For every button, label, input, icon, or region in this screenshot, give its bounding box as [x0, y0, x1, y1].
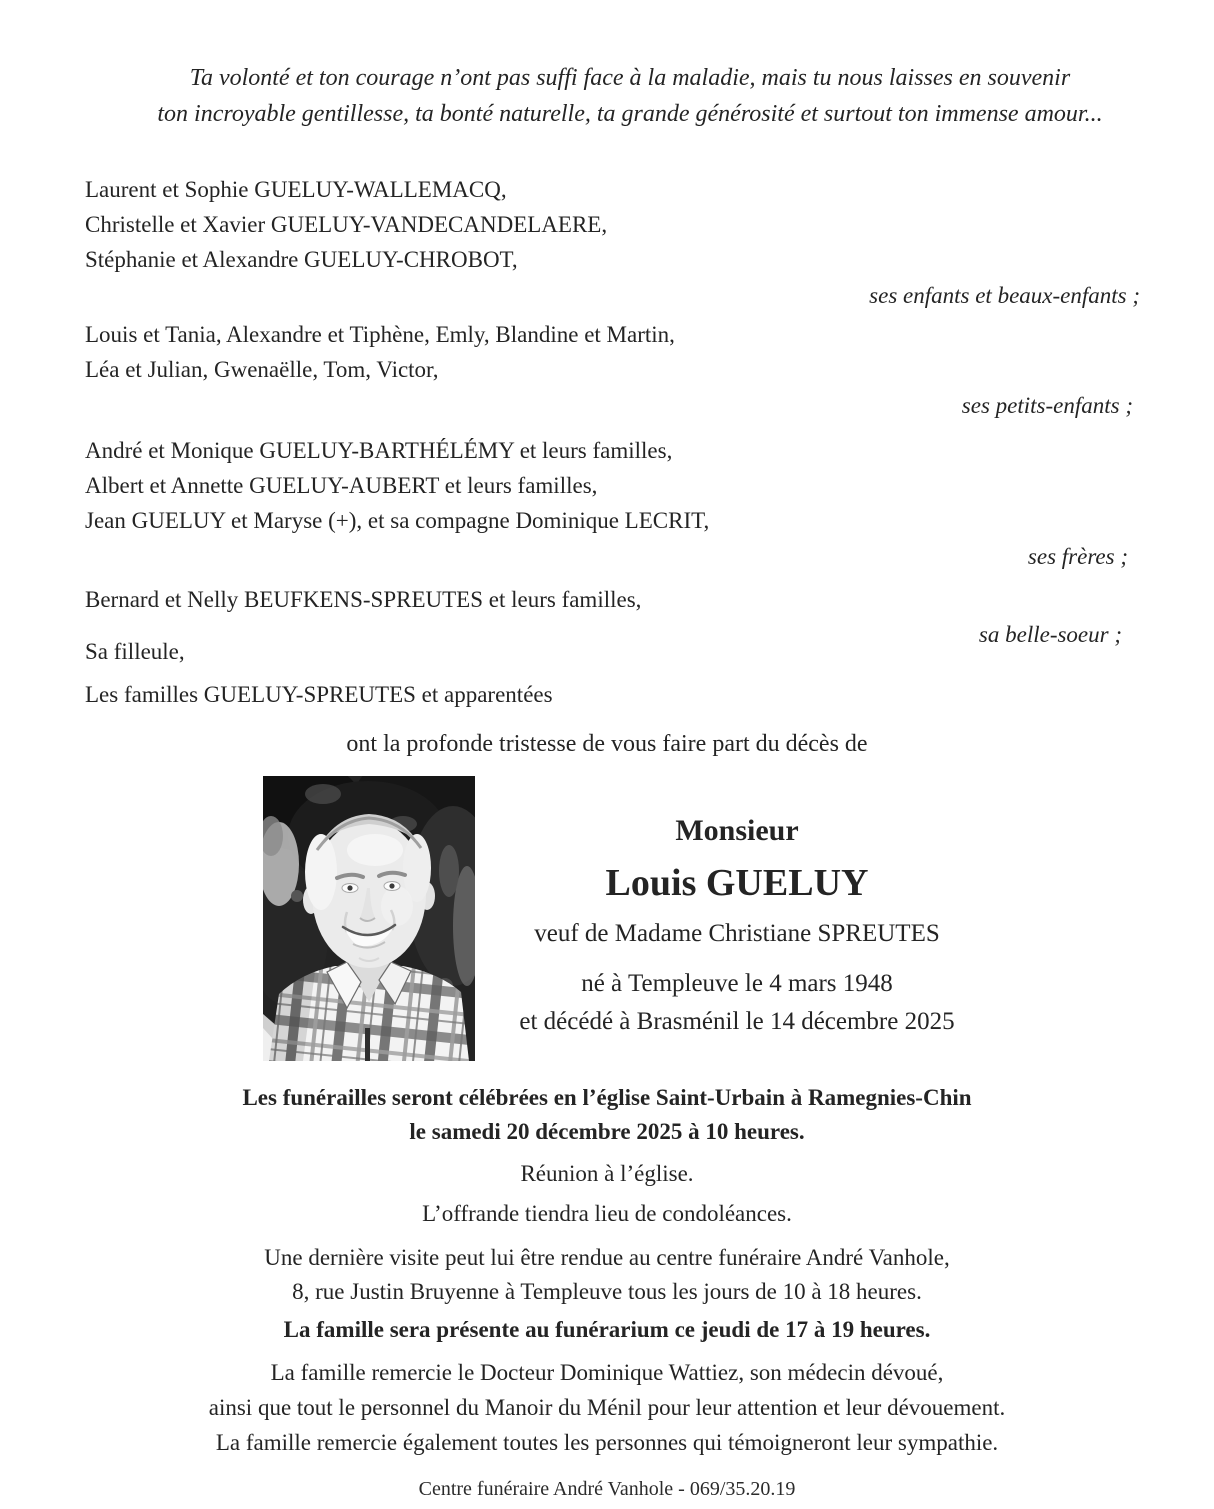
relation-label-brothers: ses frères ; — [1027, 544, 1128, 569]
goddaughter-line: Sa filleule, — [85, 639, 185, 664]
deceased-section — [263, 776, 1214, 1061]
family-line: Léa et Julian, Gwenaëlle, Tom, Victor, — [85, 357, 439, 382]
funeral-service-line-2: le samedi 20 décembre 2025 à 10 heures. — [409, 1119, 805, 1144]
relation-label-sister-in-law: sa belle-soeur ; — [978, 622, 1122, 647]
deceased-name: Louis GUELUY — [605, 862, 869, 904]
family-names-block — [85, 172, 1140, 712]
family-line: Jean GUELUY et Maryse (+), et sa compagne Dominique LECRIT, — [85, 508, 710, 533]
offering-line: L’offrande tiendra lieu de condoléances. — [422, 1201, 792, 1226]
thanks-line-1: La famille remercie le Docteur Dominique Wattiez, son médecin dévoué, — [270, 1360, 944, 1385]
family-line: André et Monique GUELUY-BARTHÉLÉMY et leurs familles, — [85, 438, 673, 463]
deceased-title: Monsieur — [675, 814, 799, 847]
epigraph — [0, 0, 1214, 132]
deceased-identity — [475, 776, 999, 1038]
relation-label-children: ses enfants et beaux-enfants ; — [869, 283, 1140, 308]
deceased-birth-line: né à Templeuve le 4 mars 1948 — [581, 970, 893, 997]
families-line: Les familles GUELUY-SPREUTES et apparentées — [85, 682, 553, 707]
thanks-line-3: La famille remercie également toutes les personnes qui témoigneront leur sympathie. — [215, 1430, 999, 1455]
family-line: Louis et Tania, Alexandre et Tiphène, Emly, Blandine et Martin, — [85, 322, 675, 347]
brothers-group — [85, 433, 1140, 576]
family-line: Stéphanie et Alexandre GUELUY-CHROBOT, — [85, 247, 518, 272]
thanks-line-2: ainsi que tout le personnel du Manoir du Ménil pour leur attention et leur dévouement. — [208, 1395, 1006, 1420]
visit-line-1: Une dernière visite peut lui être rendue au centre funéraire André Vanhole, — [264, 1245, 950, 1270]
family-line: Laurent et Sophie GUELUY-WALLEMACQ, — [85, 177, 507, 202]
ceremony-details — [0, 1081, 1214, 1460]
sister-in-law-group — [85, 582, 1140, 712]
relation-label-grandchildren: ses petits-enfants ; — [961, 393, 1133, 418]
epigraph-line-2: ton incroyable gentillesse, ta bonté naturelle, ta grande générosité et surtout ton immense amour... — [157, 101, 1103, 127]
deceased-widower-line: veuf de Madame Christiane SPREUTES — [534, 920, 940, 947]
portrait-photo — [263, 776, 475, 1061]
announcement-text: ont la profonde tristesse de vous faire part du décès de — [346, 731, 868, 757]
funeral-service-line-1: Les funérailles seront célébrées en l’église Saint-Urbain à Ramegnies-Chin — [242, 1085, 972, 1110]
family-presence-line: La famille sera présente au funérarium ce jeudi de 17 à 19 heures. — [283, 1317, 931, 1342]
visit-line-2: 8, rue Justin Bruyenne à Templeuve tous les jours de 10 à 18 heures. — [292, 1279, 922, 1304]
deceased-death-line: et décédé à Brasménil le 14 décembre 2025 — [519, 1008, 955, 1035]
funeral-home-footer: Centre funéraire André Vanhole - 069/35.20.19 — [418, 1478, 796, 1500]
children-group — [85, 172, 1140, 315]
family-line: Albert et Annette GUELUY-AUBERT et leurs familles, — [85, 473, 598, 498]
family-line: Bernard et Nelly BEUFKENS-SPREUTES et leurs familles, — [85, 587, 642, 612]
goddaughter-row — [85, 617, 1140, 669]
epigraph-line-1: Ta volonté et ton courage n’ont pas suffi face à la maladie, mais tu nous laisses en souvenir — [189, 65, 1071, 91]
grandchildren-group — [85, 317, 1140, 425]
meeting-line: Réunion à l’église. — [520, 1161, 694, 1186]
family-line: Christelle et Xavier GUELUY-VANDECANDELAERE, — [85, 212, 608, 237]
portrait-photo-image — [263, 776, 475, 1061]
